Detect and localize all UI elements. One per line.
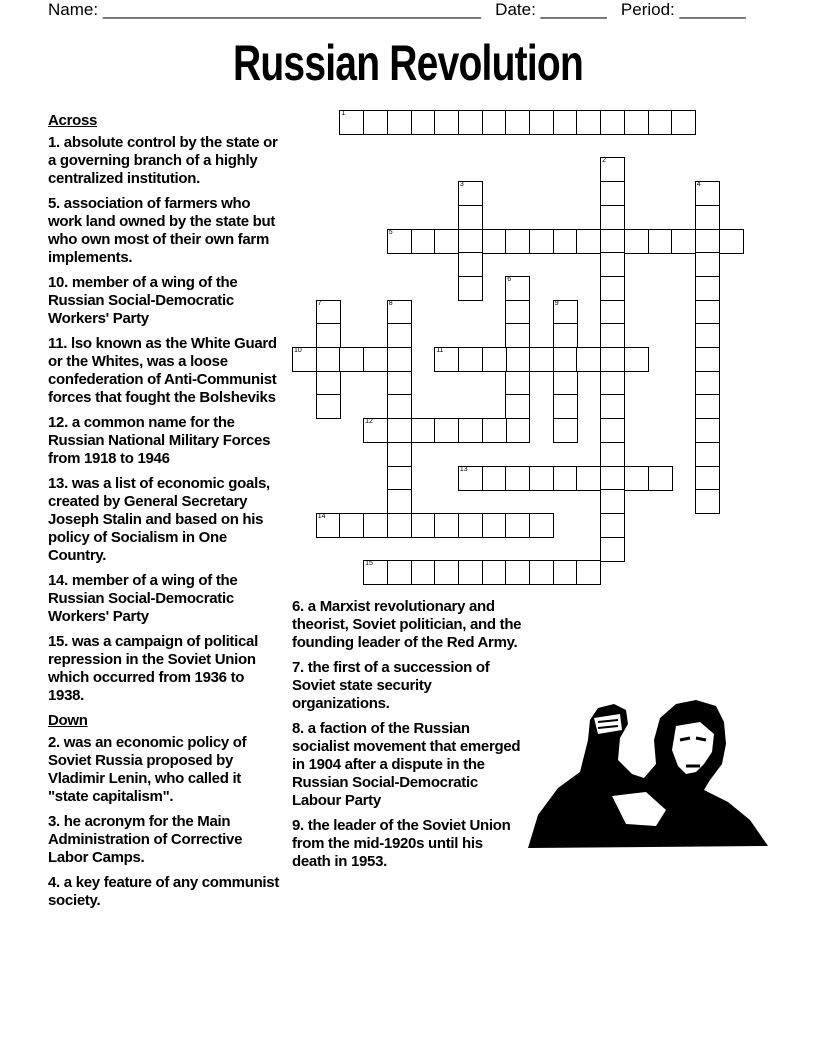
clue-number: 15. [48,633,68,650]
across-heading: Across [48,112,98,129]
crossword-cell[interactable] [363,347,388,372]
crossword-cell[interactable] [482,110,507,135]
crossword-cell[interactable] [387,418,412,443]
crossword-cell[interactable] [505,229,530,254]
crossword-cell[interactable] [695,347,720,372]
crossword-cell[interactable] [600,110,625,135]
crossword-cell[interactable] [482,347,507,372]
crossword-cell[interactable] [363,560,388,585]
crossword-cell[interactable] [695,181,720,206]
crossword-cell[interactable] [434,513,459,538]
crossword-cell[interactable] [434,347,459,372]
clue-number: 7. [292,659,304,676]
clue-text: the leader of the Soviet Union from the mid-1920s until his death in 1953. [292,817,511,870]
crossword-cell[interactable] [695,252,720,277]
clue-text: he acronym for the Main Administration of Corrective Labor Camps. [48,813,243,866]
clue-text: a Marxist revolutionary and theorist, Soviet politician, and the founding leader of the Red Army. [292,598,522,651]
crossword-cell[interactable] [576,560,601,585]
clue-number: 4. [48,874,60,891]
crossword-cell[interactable] [600,347,625,372]
crossword-cell[interactable] [600,513,625,538]
crossword-cell[interactable] [600,466,625,491]
crossword-cell[interactable] [482,418,507,443]
crossword-cell[interactable] [695,394,720,419]
crossword-cell[interactable] [458,347,483,372]
clue-text: the first of a succession of Soviet state security organizations. [292,659,490,712]
crossword-cell[interactable] [505,394,530,419]
crossword-cell[interactable] [695,229,720,254]
crossword-cell[interactable] [411,418,436,443]
crossword-cell[interactable] [600,229,625,254]
crossword-cell[interactable] [411,513,436,538]
crossword-cell[interactable] [316,513,341,538]
crossword-cell[interactable] [505,110,530,135]
crossword-cell[interactable] [458,466,483,491]
crossword-cell[interactable] [576,466,601,491]
crossword-cell[interactable] [576,110,601,135]
clue-text: a faction of the Russian socialist movement that emerged in 1904 after a dispute in the Russian Social-Democratic Labour Party [292,720,521,809]
crossword-cell[interactable] [292,347,317,372]
crossword-cell[interactable] [553,418,578,443]
crossword-cell[interactable] [458,229,483,254]
crossword-cell[interactable] [648,229,673,254]
crossword-cell[interactable] [458,110,483,135]
crossword-cell[interactable] [695,300,720,325]
cell-number: 4 [696,181,701,189]
crossword-cell[interactable] [316,300,341,325]
clue-number: 5. [48,195,60,212]
crossword-cell[interactable] [553,394,578,419]
crossword-cell[interactable] [387,442,412,467]
crossword-cell[interactable] [411,560,436,585]
crossword-cell[interactable] [576,229,601,254]
crossword-cell[interactable] [482,513,507,538]
crossword-cell[interactable] [600,418,625,443]
crossword-cell[interactable] [505,300,530,325]
clue-text: was a campaign of political repression in the Soviet Union which occurred from 1936 to 1938. [48,633,258,704]
clue-number: 8. [292,720,304,737]
crossword-cell[interactable] [671,110,696,135]
crossword-cell[interactable] [624,110,649,135]
clue-text: absolute control by the state or a governing branch of a highly centralized institution. [48,134,278,187]
crossword-cell[interactable] [648,110,673,135]
crossword-cell[interactable] [434,110,459,135]
crossword-cell[interactable] [529,560,554,585]
crossword-cell[interactable] [505,347,530,372]
crossword-cell[interactable] [600,323,625,348]
clue-number: 9. [292,817,304,834]
cell-number: 13 [459,465,468,473]
clue-text: a key feature of any communist society. [48,874,280,909]
crossword-cell[interactable] [316,371,341,396]
crossword-cell[interactable] [387,229,412,254]
crossword-cell[interactable] [387,323,412,348]
clue-number: 10. [48,274,68,291]
crossword-cell[interactable] [482,560,507,585]
crossword-cell[interactable] [482,466,507,491]
crossword-cell[interactable] [458,276,483,301]
cell-number: 3 [459,181,464,189]
crossword-cell[interactable] [339,513,364,538]
clue-text: a common name for the Russian National Military Forces from 1918 to 1946 [48,414,271,467]
crossword-cell[interactable] [648,466,673,491]
clue-number: 1. [48,134,60,151]
crossword-cell[interactable] [387,489,412,514]
crossword-cell[interactable] [600,157,625,182]
clue-number: 12. [48,414,68,431]
cell-number: 14 [317,512,326,520]
name-blank[interactable]: ________________________________________ [102,0,481,19]
crossword-cell[interactable] [624,347,649,372]
clue-number: 2. [48,734,60,751]
crossword-cell[interactable] [553,466,578,491]
crossword-cell[interactable] [363,110,388,135]
crossword-cell[interactable] [671,229,696,254]
crossword-cell[interactable] [387,347,412,372]
clue-text: association of farmers who work land owned by the state but who own most of their own farm implements. [48,195,276,266]
crossword-cell[interactable] [387,394,412,419]
crossword-cell[interactable] [624,466,649,491]
crossword-cell[interactable] [339,347,364,372]
crossword-cell[interactable] [505,276,530,301]
crossword-cell[interactable] [695,323,720,348]
crossword-cell[interactable] [482,229,507,254]
crossword-cell[interactable] [695,442,720,467]
cell-number: 11 [436,347,444,354]
crossword-cell[interactable] [387,560,412,585]
crossword-cell[interactable] [458,205,483,230]
crossword-cell[interactable] [600,300,625,325]
crossword-cell[interactable] [600,394,625,419]
crossword-cell[interactable] [600,537,625,562]
crossword-cell[interactable] [458,560,483,585]
crossword-cell[interactable] [458,252,483,277]
crossword-cell[interactable] [576,347,601,372]
crossword-cell[interactable] [695,466,720,491]
period-blank[interactable]: _______ [679,0,746,19]
crossword-cell[interactable] [387,110,412,135]
crossword-cell[interactable] [387,466,412,491]
crossword-cell[interactable] [695,371,720,396]
date-label: Date: [495,0,536,19]
crossword-cell[interactable] [695,205,720,230]
crossword-cell[interactable] [553,560,578,585]
crossword-cell[interactable] [339,110,364,135]
crossword-cell[interactable] [553,347,578,372]
crossword-cell[interactable] [387,300,412,325]
crossword-cell[interactable] [505,371,530,396]
clue-text: member of a wing of the Russian Social-Democratic Workers' Party [48,572,238,625]
clue-number: 13. [48,475,68,492]
crossword-cell[interactable] [600,442,625,467]
crossword-cell[interactable] [600,489,625,514]
cell-number: 9 [554,299,559,307]
crossword-cell[interactable] [505,418,530,443]
crossword-cell[interactable] [387,513,412,538]
crossword-cell[interactable] [695,276,720,301]
crossword-cell[interactable] [529,347,554,372]
crossword-cell[interactable] [387,371,412,396]
crossword-cell[interactable] [695,418,720,443]
date-blank[interactable]: _______ [540,0,607,19]
cell-number: 7 [317,299,322,307]
crossword-cell[interactable] [434,229,459,254]
crossword-cell[interactable] [529,466,554,491]
crossword-cell[interactable] [505,513,530,538]
crossword-cell[interactable] [411,110,436,135]
crossword-cell[interactable] [600,252,625,277]
crossword-cell[interactable] [363,418,388,443]
crossword-cell[interactable] [316,394,341,419]
crossword-cell[interactable] [458,513,483,538]
clue-text: was an economic policy of Soviet Russia proposed by Vladimir Lenin, who called it "state capitalism". [48,734,247,805]
crossword-cell[interactable] [553,371,578,396]
crossword-cell[interactable] [600,205,625,230]
period-label: Period: [620,0,675,19]
crossword-cell[interactable] [529,229,554,254]
crossword-cell[interactable] [316,323,341,348]
crossword-cell[interactable] [411,229,436,254]
cell-number: 6 [507,275,512,283]
crossword-cell[interactable] [363,513,388,538]
clue-number: 6. [292,598,304,615]
crossword-cell[interactable] [434,560,459,585]
crossword-cell[interactable] [316,347,341,372]
crossword-cell[interactable] [505,560,530,585]
page-title: Russian Revolution [232,35,584,91]
clue-number: 3. [48,813,60,830]
clue-number: 14. [48,572,68,589]
cell-number: 2 [602,157,606,165]
cell-number: 15 [365,560,373,568]
crossword-cell[interactable] [553,229,578,254]
crossword-cell[interactable] [458,181,483,206]
clue-text: member of a wing of the Russian Social-Democratic Workers' Party [48,274,238,327]
cell-number: 10 [294,347,302,354]
crossword-cell[interactable] [719,229,744,254]
cell-number: 5 [388,228,393,236]
clue-text: lso known as the White Guard or the Whites, was a loose confederation of Anti-Communist forces that fought the Bolsheviks [48,335,277,406]
crossword-cell[interactable] [529,110,554,135]
crossword-cell[interactable] [458,418,483,443]
crossword-cell[interactable] [624,229,649,254]
crossword-cell[interactable] [553,110,578,135]
crossword-cell[interactable] [505,323,530,348]
crossword-cell[interactable] [600,276,625,301]
cell-number: 12 [365,418,373,426]
crossword-cell[interactable] [600,181,625,206]
down-heading: Down [48,712,88,729]
crossword-cell[interactable] [529,513,554,538]
crossword-cell[interactable] [553,300,578,325]
crossword-cell[interactable] [695,489,720,514]
lenin-silhouette-icon [528,700,768,848]
clue-text: was a list of economic goals, created by General Secretary Joseph Stalin and based on his policy of Socialism in One Country. [48,475,270,564]
crossword-cell[interactable] [553,323,578,348]
clue-number: 11. [48,335,68,352]
cell-number: 8 [388,299,393,307]
crossword-cell[interactable] [600,371,625,396]
crossword-cell[interactable] [505,466,530,491]
cell-number: 1 [341,110,346,117]
name-label: Name: [48,0,99,19]
crossword-cell[interactable] [434,418,459,443]
